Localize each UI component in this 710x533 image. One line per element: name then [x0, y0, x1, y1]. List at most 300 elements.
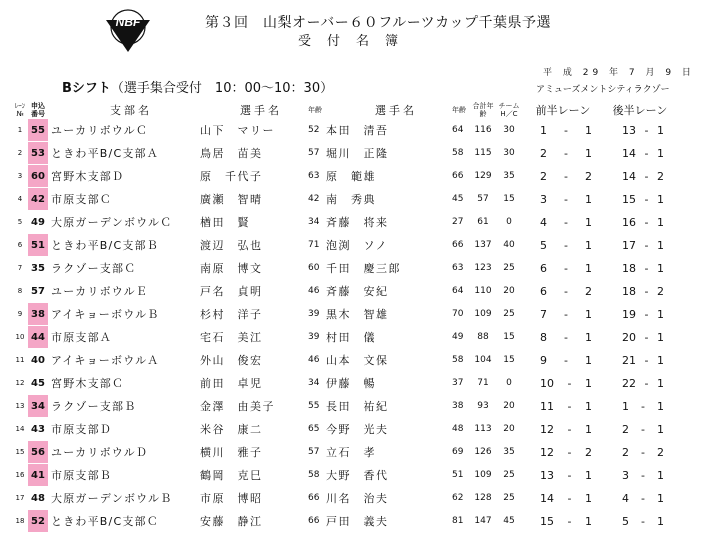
row-second-lane-box: 1	[656, 261, 664, 275]
row-second-lane-lane: 3	[622, 468, 629, 482]
row-age2: 69	[452, 441, 470, 464]
row-team: 市原支部Ｃ	[48, 188, 200, 211]
row-team: アイキョーボウルＡ	[48, 349, 200, 372]
table-header-row	[12, 101, 676, 119]
row-first-lane-box: 1	[584, 399, 592, 413]
row-bib: 51	[28, 234, 48, 257]
row-player1: 鳥居 苗美	[200, 142, 308, 165]
col-age2: 年齢	[452, 106, 466, 114]
row-age1: 65	[308, 418, 326, 441]
row-second-lane	[604, 464, 676, 487]
row-no: 13	[12, 395, 28, 418]
row-first-lane-separator: -	[564, 146, 568, 160]
row-no: 4	[12, 188, 28, 211]
row-second-lane	[604, 372, 676, 395]
row-no: 6	[12, 234, 28, 257]
row-first-lane-lane: 4	[540, 215, 547, 229]
row-age1: 55	[308, 395, 326, 418]
row-first-lane	[522, 303, 604, 326]
row-first-lane-box: 2	[584, 169, 592, 183]
row-age2: 58	[452, 349, 470, 372]
row-bib: 38	[28, 303, 48, 326]
row-age2: 37	[452, 372, 470, 395]
row-bib: 42	[28, 188, 48, 211]
row-first-lane	[522, 211, 604, 234]
row-total-age: 137	[470, 234, 496, 257]
row-no: 11	[12, 349, 28, 372]
row-first-lane-box: 1	[584, 307, 592, 321]
row-total-age: 93	[470, 395, 496, 418]
row-first-lane-box: 1	[584, 238, 592, 252]
row-total-age: 123	[470, 257, 496, 280]
col-age1: 年齢	[308, 106, 322, 114]
row-second-lane-separator: -	[641, 445, 645, 459]
row-second-lane-separator: -	[641, 399, 645, 413]
row-first-lane-separator: -	[567, 468, 572, 482]
row-first-lane-box: 1	[584, 330, 592, 344]
row-no: 12	[12, 372, 28, 395]
row-total-age: 71	[470, 372, 496, 395]
table-row	[12, 510, 676, 533]
row-team: ラクゾー支部Ｃ	[48, 257, 200, 280]
row-age1: 34	[308, 372, 326, 395]
row-second-lane	[604, 395, 676, 418]
row-player2: 黒木 智雄	[326, 303, 452, 326]
row-team: ユーカリボウルＣ	[48, 119, 200, 142]
row-age1: 39	[308, 326, 326, 349]
row-team: アイキョーボウルＢ	[48, 303, 200, 326]
page-subtitle: 受付名簿	[298, 34, 415, 49]
row-total-age: 126	[470, 441, 496, 464]
row-bib: 53	[28, 142, 48, 165]
row-second-lane-box: 1	[656, 468, 664, 482]
row-age1: 46	[308, 349, 326, 372]
row-team: ユーカリボウルＤ	[48, 441, 200, 464]
row-second-lane-lane: 2	[622, 445, 629, 459]
row-second-lane-separator: -	[644, 376, 649, 390]
row-second-lane	[604, 441, 676, 464]
row-second-lane-lane: 17	[622, 238, 636, 252]
row-team-hc: 15	[496, 326, 522, 349]
row-first-lane	[522, 395, 604, 418]
row-player2: 斉藤 将来	[326, 211, 452, 234]
row-first-lane-lane: 5	[540, 238, 547, 252]
row-first-lane-box: 1	[584, 123, 592, 137]
row-age1: 66	[308, 487, 326, 510]
row-player1: 横川 雅子	[200, 441, 308, 464]
row-first-lane-lane: 12	[540, 445, 554, 459]
row-team: 大原ガーデンボウルＣ	[48, 211, 200, 234]
row-team: ときわ平B/C支部Ｂ	[48, 234, 200, 257]
shift-detail: （選手集合受付 10：00〜10：30）	[110, 81, 334, 96]
row-first-lane	[522, 487, 604, 510]
row-total-age: 113	[470, 418, 496, 441]
row-first-lane-separator: -	[564, 330, 568, 344]
row-team-hc: 25	[496, 487, 522, 510]
row-first-lane-lane: 8	[540, 330, 547, 344]
row-bib: 41	[28, 464, 48, 487]
row-second-lane	[604, 188, 676, 211]
row-second-lane	[604, 234, 676, 257]
table-row	[12, 188, 676, 211]
row-second-lane-lane: 19	[622, 307, 636, 321]
row-age1: 34	[308, 211, 326, 234]
row-second-lane-lane: 15	[622, 192, 636, 206]
row-age2: 38	[452, 395, 470, 418]
row-first-lane-separator: -	[564, 215, 568, 229]
row-first-lane-lane: 10	[540, 376, 554, 390]
row-no: 2	[12, 142, 28, 165]
row-no: 3	[12, 165, 28, 188]
row-age2: 66	[452, 165, 470, 188]
row-first-lane-box: 1	[584, 376, 592, 390]
row-bib: 48	[28, 487, 48, 510]
col-player2: 選手名	[375, 104, 417, 117]
row-first-lane-separator: -	[564, 261, 568, 275]
row-first-lane	[522, 441, 604, 464]
row-team-hc: 25	[496, 257, 522, 280]
table-row	[12, 372, 676, 395]
row-first-lane-separator: -	[564, 169, 568, 183]
table-row	[12, 211, 676, 234]
row-first-lane	[522, 165, 604, 188]
row-second-lane-separator: -	[644, 215, 649, 229]
table-row	[12, 418, 676, 441]
row-first-lane-box: 2	[584, 284, 592, 298]
row-team-hc: 20	[496, 395, 522, 418]
row-team: 大原ガーデンボウルＢ	[48, 487, 200, 510]
table-row	[12, 395, 676, 418]
row-bib: 60	[28, 165, 48, 188]
row-total-age: 61	[470, 211, 496, 234]
row-second-lane-box: 1	[656, 146, 664, 160]
row-team-hc: 0	[496, 211, 522, 234]
table-row	[12, 234, 676, 257]
row-first-lane-separator: -	[567, 376, 572, 390]
row-team: 市原支部Ｄ	[48, 418, 200, 441]
row-player1: 原 千代子	[200, 165, 308, 188]
row-second-lane	[604, 142, 676, 165]
row-second-lane-box: 1	[656, 307, 664, 321]
nbf-logo	[98, 6, 158, 56]
row-bib: 55	[28, 119, 48, 142]
row-team: 宮野木支部Ｃ	[48, 372, 200, 395]
row-player2: 今野 光夫	[326, 418, 452, 441]
row-no: 9	[12, 303, 28, 326]
row-total-age: 128	[470, 487, 496, 510]
row-first-lane-lane: 1	[540, 123, 547, 137]
row-age1: 66	[308, 510, 326, 533]
row-player1: 金澤 由美子	[200, 395, 308, 418]
row-second-lane-box: 2	[656, 445, 664, 459]
row-total-age: 88	[470, 326, 496, 349]
row-team: 宮野木支部Ｄ	[48, 165, 200, 188]
row-second-lane-lane: 14	[622, 146, 636, 160]
row-second-lane-box: 1	[656, 514, 664, 528]
row-second-lane-separator: -	[641, 422, 645, 436]
row-first-lane-lane: 7	[540, 307, 547, 321]
row-second-lane	[604, 487, 676, 510]
row-first-lane-lane: 2	[540, 146, 547, 160]
row-second-lane-box: 1	[656, 192, 664, 206]
table-row	[12, 487, 676, 510]
row-first-lane-separator: -	[567, 445, 572, 459]
row-first-lane	[522, 188, 604, 211]
row-age1: 46	[308, 280, 326, 303]
table-row	[12, 326, 676, 349]
row-first-lane-box: 1	[584, 514, 592, 528]
col-player1: 選手名	[240, 104, 282, 117]
col-team-hc: チームH／C	[498, 102, 520, 118]
row-first-lane-box: 1	[584, 353, 592, 367]
row-no: 10	[12, 326, 28, 349]
row-second-lane-lane: 20	[622, 330, 636, 344]
row-team-hc: 45	[496, 510, 522, 533]
row-second-lane-separator: -	[641, 468, 645, 482]
page-title: 第３回 山梨オーバー６０フルーツカップ千葉県予選	[205, 15, 552, 31]
row-second-lane	[604, 257, 676, 280]
row-player1: 外山 俊宏	[200, 349, 308, 372]
row-no: 8	[12, 280, 28, 303]
row-first-lane	[522, 464, 604, 487]
row-bib: 34	[28, 395, 48, 418]
row-team-hc: 15	[496, 188, 522, 211]
venue-name: アミューズメントシティラクゾー	[536, 85, 670, 95]
row-team-hc: 25	[496, 464, 522, 487]
col-no: ﾚｰﾝ№	[14, 102, 26, 118]
row-first-lane-box: 1	[584, 192, 592, 206]
row-first-lane-separator: -	[564, 238, 568, 252]
row-first-lane-lane: 2	[540, 169, 547, 183]
col-second-lane: 後半レーン	[612, 104, 668, 117]
row-second-lane-separator: -	[644, 261, 649, 275]
row-second-lane-box: 1	[656, 215, 664, 229]
row-first-lane	[522, 119, 604, 142]
row-second-lane-separator: -	[644, 169, 649, 183]
row-second-lane-separator: -	[641, 491, 645, 505]
row-no: 18	[12, 510, 28, 533]
row-first-lane	[522, 510, 604, 533]
row-player1: 宅石 美江	[200, 326, 308, 349]
row-player2: 長田 祐紀	[326, 395, 452, 418]
row-player2: 本田 清吾	[326, 119, 452, 142]
row-second-lane-separator: -	[644, 307, 649, 321]
row-team-hc: 35	[496, 165, 522, 188]
row-age2: 64	[452, 280, 470, 303]
row-second-lane-separator: -	[644, 330, 649, 344]
row-player1: 戸名 貞明	[200, 280, 308, 303]
row-second-lane-separator: -	[644, 353, 649, 367]
row-team-hc: 30	[496, 119, 522, 142]
row-total-age: 109	[470, 464, 496, 487]
row-first-lane-lane: 6	[540, 284, 547, 298]
row-second-lane-box: 1	[656, 353, 664, 367]
row-second-lane-separator: -	[644, 123, 649, 137]
row-second-lane-box: 1	[656, 399, 664, 413]
row-team-hc: 15	[496, 349, 522, 372]
row-total-age: 57	[470, 188, 496, 211]
row-first-lane	[522, 418, 604, 441]
row-age1: 57	[308, 441, 326, 464]
row-first-lane-box: 1	[584, 491, 592, 505]
row-team: ときわ平B/C支部Ａ	[48, 142, 200, 165]
row-team-hc: 20	[496, 418, 522, 441]
table-row	[12, 119, 676, 142]
row-total-age: 129	[470, 165, 496, 188]
row-first-lane-lane: 6	[540, 261, 547, 275]
row-player2: 堀川 正隆	[326, 142, 452, 165]
row-player1: 米谷 康二	[200, 418, 308, 441]
row-player1: 楢田 賢	[200, 211, 308, 234]
row-second-lane	[604, 303, 676, 326]
row-age2: 63	[452, 257, 470, 280]
row-second-lane	[604, 326, 676, 349]
registration-table	[12, 101, 676, 533]
row-player1: 廣瀬 智晴	[200, 188, 308, 211]
row-player1: 杉村 洋子	[200, 303, 308, 326]
row-first-lane-box: 1	[584, 422, 592, 436]
row-first-lane-separator: -	[567, 491, 572, 505]
row-second-lane	[604, 211, 676, 234]
row-second-lane	[604, 165, 676, 188]
row-second-lane-lane: 18	[622, 261, 636, 275]
row-team: ユーカリボウルＥ	[48, 280, 200, 303]
row-no: 1	[12, 119, 28, 142]
row-first-lane-separator: -	[564, 192, 568, 206]
table-row	[12, 349, 676, 372]
row-second-lane-separator: -	[644, 192, 649, 206]
row-age2: 27	[452, 211, 470, 234]
row-player2: 山本 文保	[326, 349, 452, 372]
row-age2: 58	[452, 142, 470, 165]
col-team: 支部名	[110, 104, 152, 117]
logo-text: NBF	[115, 15, 141, 29]
row-age2: 62	[452, 487, 470, 510]
row-age2: 70	[452, 303, 470, 326]
table-row	[12, 165, 676, 188]
row-age2: 45	[452, 188, 470, 211]
row-player2: 戸田 義夫	[326, 510, 452, 533]
table-row	[12, 280, 676, 303]
row-no: 16	[12, 464, 28, 487]
row-first-lane-lane: 13	[540, 468, 554, 482]
row-bib: 40	[28, 349, 48, 372]
row-player2: 川名 治夫	[326, 487, 452, 510]
row-no: 17	[12, 487, 28, 510]
row-player1: 渡辺 弘也	[200, 234, 308, 257]
row-first-lane	[522, 142, 604, 165]
row-no: 15	[12, 441, 28, 464]
row-first-lane-lane: 14	[540, 491, 554, 505]
row-second-lane-lane: 2	[622, 422, 629, 436]
row-team: ときわ平B/C支部Ｃ	[48, 510, 200, 533]
row-second-lane-box: 1	[656, 238, 664, 252]
row-age1: 42	[308, 188, 326, 211]
row-second-lane	[604, 418, 676, 441]
row-first-lane-lane: 12	[540, 422, 554, 436]
row-first-lane-separator: -	[564, 353, 568, 367]
row-first-lane-separator: -	[564, 307, 568, 321]
row-bib: 35	[28, 257, 48, 280]
event-date: 平 成 29 年 7 月 9 日	[543, 68, 695, 78]
row-second-lane-separator: -	[641, 514, 645, 528]
row-age2: 51	[452, 464, 470, 487]
row-second-lane-separator: -	[644, 238, 649, 252]
row-player1: 山下 マリー	[200, 119, 308, 142]
row-age2: 48	[452, 418, 470, 441]
row-second-lane-lane: 22	[622, 376, 636, 390]
row-team-hc: 30	[496, 142, 522, 165]
row-second-lane-box: 1	[656, 422, 664, 436]
row-player1: 南原 博文	[200, 257, 308, 280]
table-row	[12, 142, 676, 165]
row-bib: 43	[28, 418, 48, 441]
row-second-lane-box: 2	[656, 284, 664, 298]
row-first-lane-separator: -	[564, 123, 568, 137]
row-total-age: 116	[470, 119, 496, 142]
row-player2: 斉藤 安紀	[326, 280, 452, 303]
row-first-lane-lane: 15	[540, 514, 554, 528]
row-second-lane-lane: 13	[622, 123, 636, 137]
row-age1: 39	[308, 303, 326, 326]
col-total-age: 合計年齢	[472, 102, 494, 118]
row-age1: 71	[308, 234, 326, 257]
row-first-lane-separator: -	[567, 422, 572, 436]
row-age2: 81	[452, 510, 470, 533]
table-row	[12, 464, 676, 487]
row-second-lane	[604, 510, 676, 533]
row-second-lane-lane: 21	[622, 353, 636, 367]
row-first-lane-lane: 3	[540, 192, 547, 206]
row-second-lane-lane: 5	[622, 514, 629, 528]
row-team-hc: 25	[496, 303, 522, 326]
row-team: ラクゾー支部Ｂ	[48, 395, 200, 418]
row-bib: 57	[28, 280, 48, 303]
row-age1: 52	[308, 119, 326, 142]
row-total-age: 115	[470, 142, 496, 165]
row-player1: 前田 卓児	[200, 372, 308, 395]
row-bib: 52	[28, 510, 48, 533]
row-total-age: 147	[470, 510, 496, 533]
row-first-lane-box: 1	[584, 468, 592, 482]
row-second-lane-separator: -	[644, 146, 649, 160]
row-player2: 村田 儀	[326, 326, 452, 349]
row-total-age: 104	[470, 349, 496, 372]
row-player1: 鶴岡 克巳	[200, 464, 308, 487]
row-player2: 南 秀典	[326, 188, 452, 211]
row-age2: 66	[452, 234, 470, 257]
row-first-lane-separator: -	[567, 399, 572, 413]
row-age2: 49	[452, 326, 470, 349]
row-first-lane	[522, 257, 604, 280]
row-first-lane-box: 1	[584, 146, 592, 160]
row-player2: 千田 慶三郎	[326, 257, 452, 280]
row-age1: 60	[308, 257, 326, 280]
row-no: 7	[12, 257, 28, 280]
row-team: 市原支部Ｂ	[48, 464, 200, 487]
row-team-hc: 35	[496, 441, 522, 464]
row-first-lane-box: 1	[584, 215, 592, 229]
row-player1: 安藤 静江	[200, 510, 308, 533]
row-first-lane	[522, 372, 604, 395]
row-first-lane-lane: 9	[540, 353, 547, 367]
col-first-lane: 前半レーン	[535, 104, 591, 117]
row-second-lane-lane: 14	[622, 169, 636, 183]
row-first-lane	[522, 280, 604, 303]
table-row	[12, 257, 676, 280]
row-first-lane-separator: -	[564, 284, 568, 298]
row-player2: 伊藤 暢	[326, 372, 452, 395]
